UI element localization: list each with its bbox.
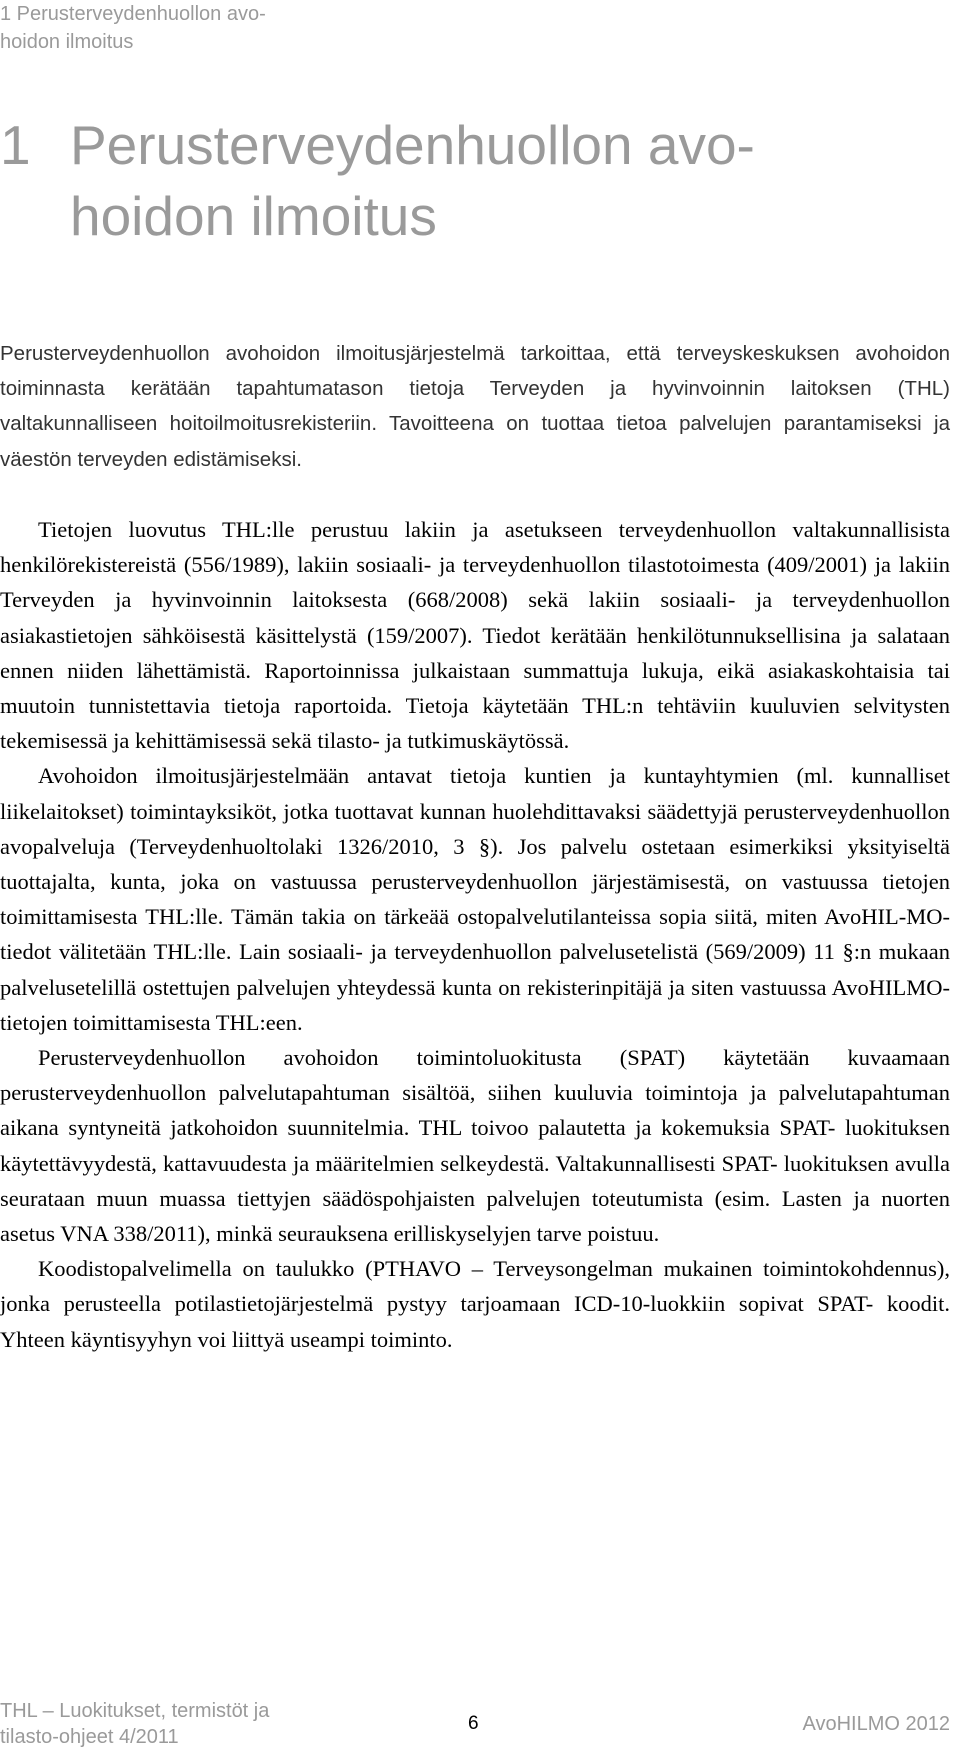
chapter-title-line-1: Perusterveydenhuollon avo- xyxy=(70,114,755,176)
paragraph-spat-classification: Perusterveydenhuollon avohoidon toimintoluokitusta (SPAT) käytetään kuvaamaan perusterveydenhuollon palvelutapahtuman sisältöä, siihen kuuluvia toimintoja ja palvelutapahtuman aikana syntyneitä jatkohoidon suunnitelmia. THL toivoo palautetta ja kokemuksia SPAT- luokituksen käytettävyydestä, kattavuudesta ja määritelmien selkeydestä. Valtakunnallisesti SPAT- luokituksen avulla seurataan muun muassa tiettyjen säädöspohjaisten palvelujen toteutumista (esim. Lasten ja nuorten asetus VNA 338/2011), minkä seurauksena erilliskyselyjen tarve poistuu. xyxy=(0,1045,950,1247)
paragraph-data-providers: Avohoidon ilmoitusjärjestelmään antavat tietoja kuntien ja kuntayhtymien (ml. kunnalliset liikelaitokset) toimintayksiköt, jotka tuottavat kunnan huolehdittavaksi säädettyjä perusterveydenhuollon avopalveluja (Terveydenhuoltolaki 1326/2010, 3 §). Jos palvelu ostetaan esimerkiksi yksityiseltä tuottajalta, kunta, joka on vastuussa perusterveydenhuollon järjestämisestä, on vastuussa tietojen toimittamisesta THL:lle. Tämän takia on tärkeää ostopalvelutilanteissa sopia siitä, miten AvoHIL-MO-tiedot välitetään THL:lle. Lain sosiaali- ja terveydenhuollon palvelusetelistä (569/2009) 11 §:n mukaan palvelusetelillä ostettujen palvelujen yhteydessä kunta on rekisterinpitäjä ja siten vastuussa AvoHILMO-tietojen toimittamisesta THL:een. xyxy=(0,763,950,1035)
page-footer xyxy=(0,1698,950,1754)
chapter-number: 1 xyxy=(0,114,31,176)
chapter-title-line-2: hoidon ilmoitus xyxy=(70,185,437,247)
page-number: 6 xyxy=(468,1713,479,1734)
body-text xyxy=(0,512,950,1357)
footer-document-name: AvoHILMO 2012 xyxy=(802,1713,950,1735)
running-header: 1 Perusterveydenhuollon avo- hoidon ilmoitus xyxy=(0,3,266,53)
paragraph-code-server: Koodistopalvelimella on taulukko (PTHAVO – Terveysongelman mukainen toimintokohdennus), jonka perusteella potilastietojärjestelmä pystyy tarjoamaan ICD-10-luokkiin sopivat SPAT- koodit. Yhteen käyntisyyhyn voi liittyä useampi toiminto. xyxy=(0,1256,950,1352)
paragraph-legal-basis: Tietojen luovutus THL:lle perustuu lakiin ja asetukseen terveydenhuollon valtakunnallisista henkilörekistereistä (556/1989), lakiin sosiaali- ja terveydenhuollon tilastotoimesta (409/2001) ja lakiin Terveyden ja hyvinvoinnin laitoksesta (668/2008) sekä lakiin sosiaali- ja terveydenhuollon asiakastietojen sähköisestä käsittelystä (159/2007). Tiedot kerätään henkilötunnuksellisina ja salataan ennen niiden lähettämistä. Raportoinnissa julkaistaan summattuja lukuja, eikä asiakaskohtaisia tai muutoin tunnistettavia tietoja raportoida. Tietoja käytetään THL:n tehtäviin kuuluvien selvitysten tekemisessä ja kehittämisessä sekä tilasto- ja tutkimuskäytössä. xyxy=(0,517,950,754)
section-intro: Perusterveydenhuollon avohoidon ilmoitusjärjestelmä tarkoittaa, että terveyskeskuksen avohoidon toiminnasta kerätään tapahtumatason tietoja Terveyden ja hyvinvoinnin laitoksen (THL) valtakunnalliseen hoitoilmoitusrekisteriin. Tavoitteena on tuottaa tietoa palvelujen parantamiseksi ja väestön terveyden edistämiseksi. xyxy=(0,342,950,471)
footer-publisher: THL – Luokitukset, termistöt ja tilasto-ohjeet 4/2011 xyxy=(0,1700,270,1748)
chapter-title xyxy=(0,110,900,252)
